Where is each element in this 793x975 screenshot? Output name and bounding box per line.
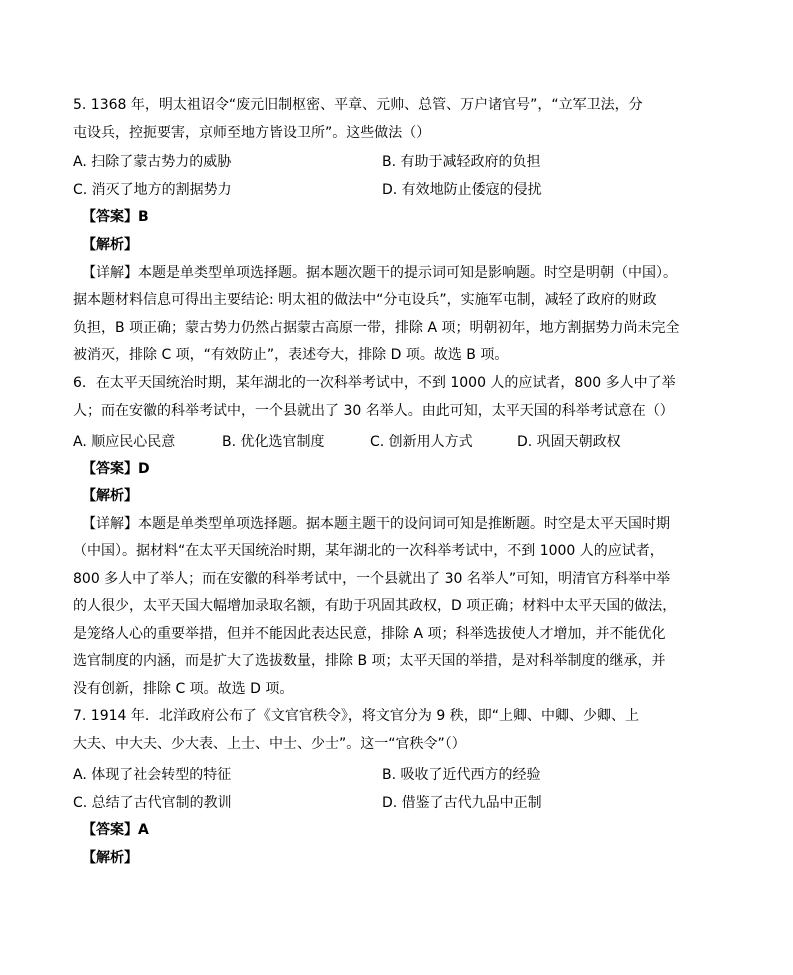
q5-option-d: D. 有效地防止倭寇的侵扰 xyxy=(382,182,542,198)
q5-option-a: A. 扫除了蒙古势力的威胁 xyxy=(73,154,232,170)
q6-detail-line1: 【详解】本题是单类型单项选择题。据本题主题干的设问词可知是推断题。时空是太平天国时期 xyxy=(82,516,670,532)
q6-detail-line4: 的人很少，太平天国大幅增加录取名额，有助于巩固其政权，D 项正确；材料中太平天国的做法， xyxy=(73,598,677,614)
q6-detail-line6: 选官制度的内涵，而是扩大了选拔数量，排除 B 项；太平天国的举措，是对科举制度的继承，并 xyxy=(73,653,666,669)
q7-option-b: B. 吸收了近代西方的经验 xyxy=(382,767,541,783)
q7-stem-line2: 大夫、中大夫、少大表、上士、中士、少士”。这一“官秩令”（） xyxy=(73,736,466,752)
q6-analysis-title: 【解析】 xyxy=(82,488,138,504)
q6-answer: 【答案】D xyxy=(82,461,150,477)
q6-detail-line3: 800 多人中了举人；而在安徽的科举考试中，一个县就出了 30 名举人”可知，明清官方科举中举 xyxy=(73,571,671,587)
q5-detail-line1: 【详解】本题是单类型单项选择题。据本题次题干的提示词可知是影响题。时空是明朝（中国）。 xyxy=(82,265,677,281)
q5-option-c: C. 消灭了地方的割据势力 xyxy=(73,182,232,198)
q6-option-a: A. 顺应民心民意 xyxy=(73,434,176,450)
q5-detail-line4: 被消灭，排除 C 项，“有效防止”，表述夸大，排除 D 项。故选 B 项。 xyxy=(73,347,509,363)
q5-answer: 【答案】B xyxy=(82,209,149,225)
q7-option-a: A. 体现了社会转型的特征 xyxy=(73,767,232,783)
q6-stem-line1: 6．在太平天国统治时期，某年湖北的一次科举考试中，不到 1000 人的应试者，800 多人中了举 xyxy=(73,375,676,391)
q5-detail-line3: 负担，B 项正确；蒙古势力仍然占据蒙古高原一带，排除 A 项；明朝初年，地方割据势力尚未完全 xyxy=(73,320,680,336)
q7-option-c: C. 总结了古代官制的教训 xyxy=(73,795,232,811)
q6-option-d: D. 巩固天朝政权 xyxy=(517,434,621,450)
q6-detail-line7: 没有创新，排除 C 项。故选 D 项。 xyxy=(73,681,294,697)
q5-stem-line2: 屯设兵，控扼要害，京师至地方皆设卫所”。这些做法（） xyxy=(73,125,431,141)
q5-option-b: B. 有助于减轻政府的负担 xyxy=(382,154,541,170)
q5-stem-line1: 5. 1368 年，明太祖诏令“废元旧制枢密、平章、元帅、总管、万户诸官号”，“立军卫法，分 xyxy=(73,97,643,113)
q5-detail-line2: 据本题材料信息可得出主要结论: 明太祖的做法中“分屯设兵”，实施军屯制，减轻了政府的财政 xyxy=(73,292,657,308)
q6-option-b: B. 优化选官制度 xyxy=(222,434,325,450)
q6-option-c: C. 创新用人方式 xyxy=(370,434,473,450)
q7-option-d: D. 借鉴了古代九品中正制 xyxy=(382,795,542,811)
q7-answer: 【答案】A xyxy=(82,822,149,838)
q5-analysis-title: 【解析】 xyxy=(82,237,138,253)
q7-stem-line1: 7. 1914 年．北洋政府公布了《文官官秩令》，将文官分为 9 秩，即“上卿、中卿、少卿、上 xyxy=(73,708,639,724)
q7-analysis-title: 【解析】 xyxy=(82,850,138,866)
q6-detail-line5: 是笼络人心的重要举措，但并不能因此表达民意，排除 A 项；科举选拔使人才增加，并不能优化 xyxy=(73,626,666,642)
q6-detail-line2: （中国）。据材料“在太平天国统治时期，某年湖北的一次科举考试中，不到 1000 人的应试者， xyxy=(73,543,664,559)
q6-stem-line2: 人；而在安徽的科举考试中，一个县就出了 30 名举人。由此可知，太平天国的科举考试意在（） xyxy=(73,403,674,419)
